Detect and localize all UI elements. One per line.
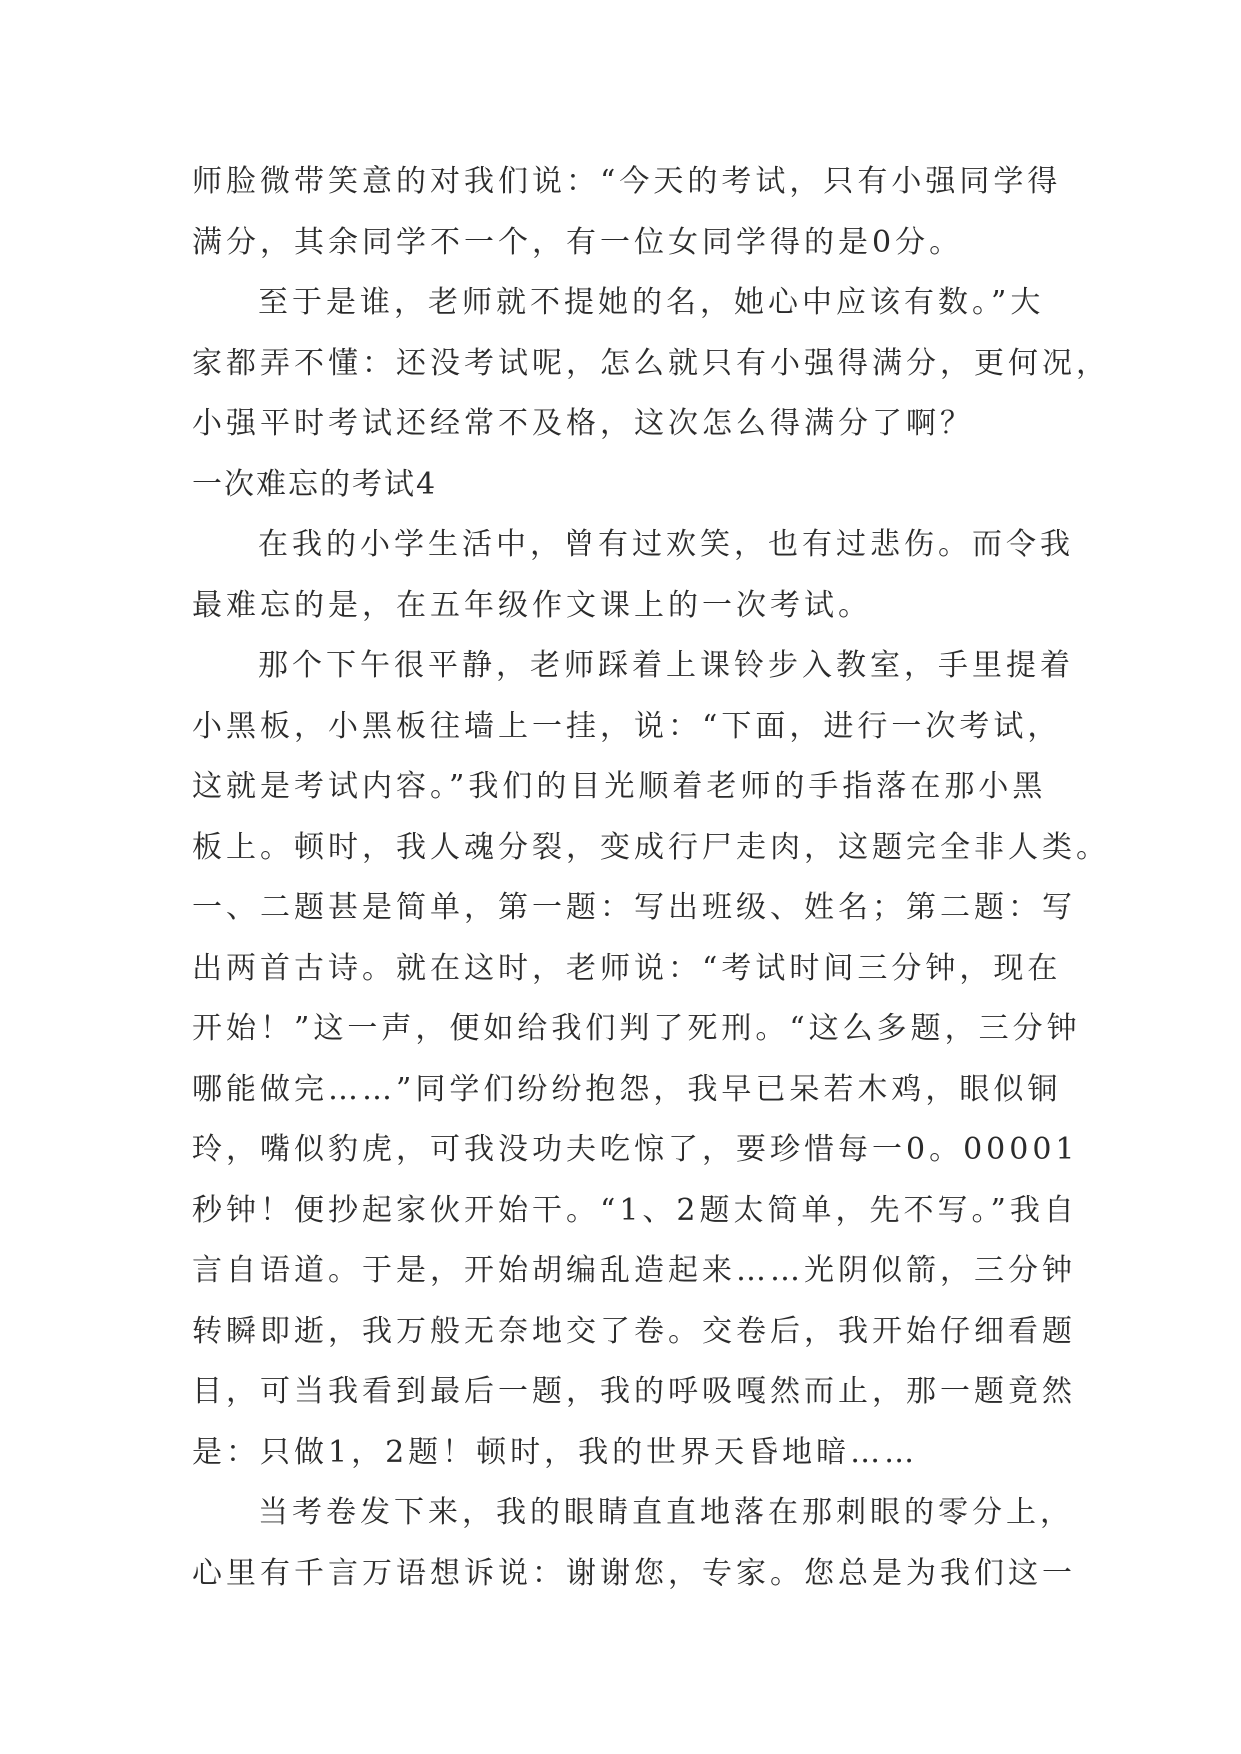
paragraph-line: 玲，嘴似豹虎，可我没功夫吃惊了，要珍惜每一0。00001 [192,1132,1079,1167]
paragraph-line: 板上。顿时，我人魂分裂，变成行尸走肉，这题完全非人类。 [192,829,1110,865]
document-body [192,152,1110,1604]
paragraph-line: 至于是谁，老师就不提她的名，她心中应该有数。”大 [258,285,1045,320]
paragraph-line: 这就是考试内容。”我们的目光顺着老师的手指落在那小黑 [192,769,1047,804]
paragraph-line: 哪能做完……”同学们纷纷抱怨，我早已呆若木鸡，眼似铜 [192,1071,1062,1107]
paragraph-line: 秒钟！便抄起家伙开始干。“1、2题太简单，先不写。”我自 [192,1192,1078,1228]
paragraph-line: 小强平时考试还经常不及格，这次怎么得满分了啊？ [192,406,974,441]
paragraph-line: 当考卷发下来，我的眼睛直直地落在那刺眼的零分上， [258,1495,1074,1530]
paragraph-line: 师脸微带笑意的对我们说：“今天的考试，只有小强同学得 [192,164,1062,199]
paragraph-line: 心里有千言万语想诉说：谢谢您，专家。您总是为我们这一 [192,1555,1076,1591]
paragraph-line: 那个下午很平静，老师踩着上课铃步入教室，手里提着 [258,648,1074,683]
section-heading: 一次难忘的考试4 [192,466,438,502]
paragraph-line: 出两首古诗。就在这时，老师说：“考试时间三分钟，现在 [192,950,1062,986]
paragraph-line: 开始！”这一声，便如给我们判了死刑。“这么多题，三分钟 [192,1011,1081,1046]
paragraph-line: 小黑板，小黑板往墙上一挂，说：“下面，进行一次考试， [192,708,1062,744]
paragraph-line: 最难忘的是，在五年级作文课上的一次考试。 [192,587,872,623]
paragraph-line: 言自语道。于是，开始胡编乱造起来……光阴似箭，三分钟 [192,1253,1076,1288]
paragraph-line: 转瞬即逝，我万般无奈地交了卷。交卷后，我开始仔细看题 [192,1313,1076,1349]
paragraph-line: 是：只做1，2题！顿时，我的世界天昏地暗…… [192,1434,919,1470]
paragraph-line: 满分，其余同学不一个，有一位女同学得的是0分。 [192,224,964,260]
paragraph-line: 家都弄不懂：还没考试呢，怎么就只有小强得满分，更何况， [192,345,1110,381]
paragraph-line: 一、二题甚是简单，第一题：写出班级、姓名；第二题：写 [192,890,1076,925]
paragraph-line: 目，可当我看到最后一题，我的呼吸嘎然而止，那一题竟然 [192,1374,1076,1409]
paragraph-line: 在我的小学生活中，曾有过欢笑，也有过悲伤。而令我 [258,527,1074,562]
